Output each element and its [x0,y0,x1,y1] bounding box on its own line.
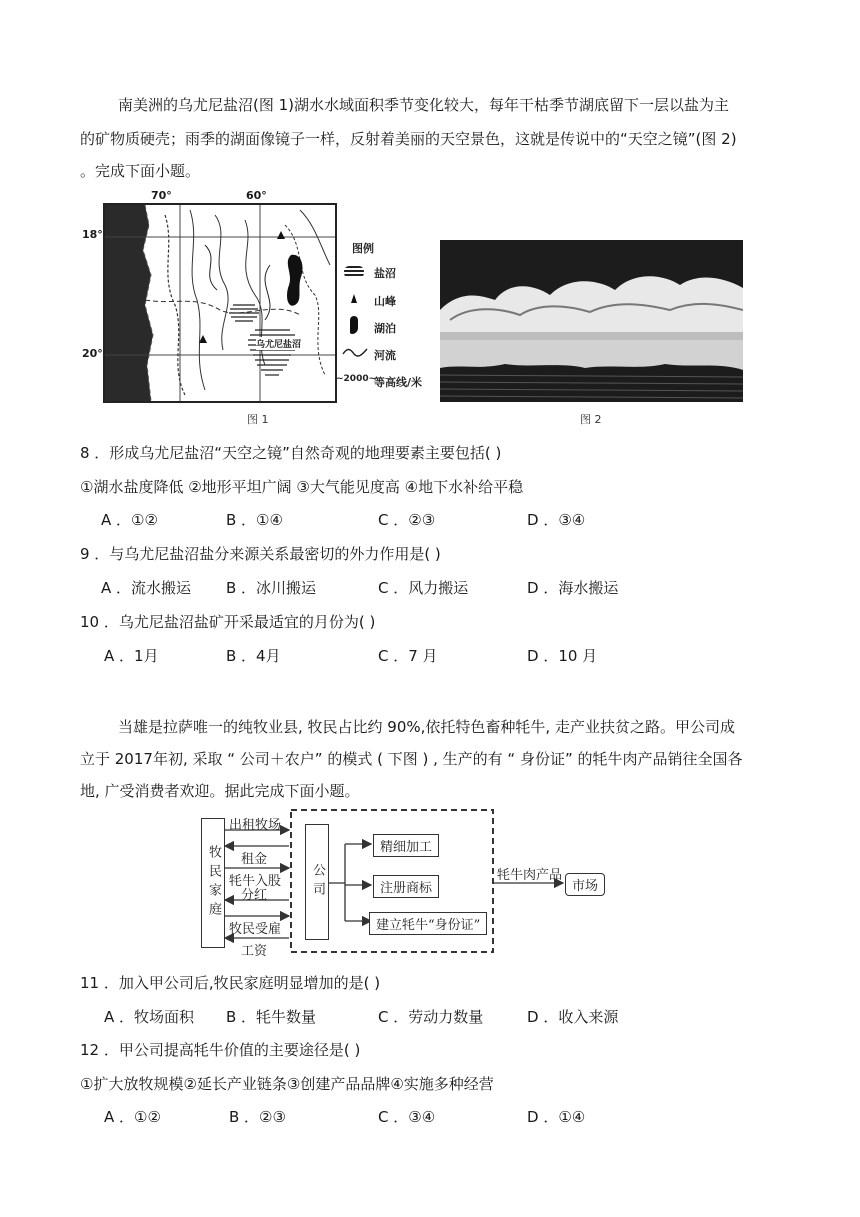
passage2-line2: 立于 2017年初, 采取 “ 公司＋农户” 的模式 ( 下图 ) , 生产的有 “ 身份证” 的牦牛肉产品销往全国各 [80,750,743,768]
label-lease-pasture: 出租牧场 [229,818,282,833]
passage2-line3: 地, 广受消费者欢迎。据此完成下面小题。 [80,782,360,800]
q9-option-b[interactable]: B ．冰川搬运 [226,579,317,597]
q10-option-c[interactable]: C ．7 月 [378,647,438,665]
q12-option-d[interactable]: D ．①④ [527,1108,586,1126]
lon-label-60: 60° [246,189,267,202]
figure1-map [103,203,337,403]
q8-items: ①湖水盐度降低 ②地形平坦广阔 ③大气能见度高 ④地下水补给平稳 [80,478,524,496]
lon-label-70: 70° [151,189,172,202]
legend-title: 图例 [352,242,374,255]
company-box: 公司 [305,824,329,940]
passage1-line3: 。完成下面小题。 [80,162,201,180]
q12-stem: 12 ．甲公司提高牦牛价值的主要途径是( ) [80,1041,361,1059]
legend-contour: 等高线/米 [374,376,423,389]
lat-label-18: 18° [82,228,103,241]
peak-legend-icon [351,294,357,303]
figure2-caption: 图 2 [580,413,602,426]
figure1-caption: 图 1 [247,413,269,426]
q11-option-c[interactable]: C ．劳动力数量 [378,1008,484,1026]
label-dividend: 分红 [241,888,268,903]
lake-legend-icon [350,316,358,334]
q11-stem: 11 ．加入甲公司后,牧民家庭明显增加的是( ) [80,974,381,992]
q9-option-c[interactable]: C ．风力搬运 [378,579,469,597]
river-legend-icon [342,346,368,358]
yak-id-box: 建立牦牛“身份证” [369,912,487,935]
map-drawing [105,205,335,401]
q10-option-d[interactable]: D ．10 月 [527,647,598,665]
q12-items: ①扩大放牧规模②延长产业链条③创建产品品牌④实施多种经营 [80,1075,494,1093]
legend-lake: 湖泊 [374,322,396,335]
q9-option-d[interactable]: D ．海水搬运 [527,579,619,597]
salt-flat-label: 乌尤尼盐沼 [256,337,301,350]
q12-option-a[interactable]: A ．①② [104,1108,161,1126]
passage1-line1: 南美洲的乌尤尼盐沼(图 1)湖水水域面积季节变化较大，每年干枯季节湖底留下一层以盐为主 [118,96,730,114]
q8-option-a[interactable]: A ．①② [101,511,158,529]
q12-option-b[interactable]: B ．②③ [229,1108,286,1126]
q10-option-a[interactable]: A ．1月 [104,647,159,665]
q11-option-a[interactable]: A ．牧场面积 [104,1008,195,1026]
q8-option-d[interactable]: D ．③④ [527,511,586,529]
label-herders-hired: 牧民受雇 [229,922,282,937]
sky-mirror-image [440,240,743,402]
q10-stem: 10 ．乌尤尼盐沼盐矿开采最适宜的月份为( ) [80,613,376,631]
q9-stem: 9 ．与乌尤尼盐沼盐分来源关系最密切的外力作用是( ) [80,545,441,563]
label-yak-shares: 牦牛入股 [229,874,282,889]
q10-option-b[interactable]: B ．4月 [226,647,281,665]
flowchart [195,808,610,958]
q11-option-d[interactable]: D ．收入来源 [527,1008,619,1026]
label-wage: 工资 [241,944,268,959]
trademark-box: 注册商标 [373,875,439,898]
market-box: 市场 [565,873,605,896]
q8-option-b[interactable]: B ．①④ [226,511,283,529]
legend-peak: 山峰 [374,295,396,308]
legend-river: 河流 [374,349,396,362]
process-box: 精细加工 [373,834,439,857]
label-rent: 租金 [241,852,268,867]
figure2-photo [440,240,743,402]
passage2-line1: 当雄是拉萨唯一的纯牧业县, 牧民占比约 90%,依托特色畜种牦牛, 走产业扶贫之路。甲公司成 [118,718,735,736]
q8-stem: 8 ．形成乌尤尼盐沼“天空之镜”自然奇观的地理要素主要包括( ) [80,444,502,462]
q9-option-a[interactable]: A ．流水搬运 [101,579,192,597]
q12-option-c[interactable]: C ．③④ [378,1108,436,1126]
q11-option-b[interactable]: B ．牦牛数量 [226,1008,317,1026]
legend-contour-icon: ~2000~ [336,374,377,384]
q8-option-c[interactable]: C ．②③ [378,511,436,529]
legend-salt: 盐沼 [374,267,396,280]
lat-label-20: 20° [82,347,103,360]
label-yak-meat-product: 牦牛肉产品 [497,868,563,883]
salt-legend-icon [344,266,364,278]
passage1-line2: 的矿物质硬壳；雨季的湖面像镜子一样，反射着美丽的天空景色，这就是传说中的“天空之镜”(图 2) [80,130,737,148]
herder-family-box: 牧民家庭 [201,818,225,948]
